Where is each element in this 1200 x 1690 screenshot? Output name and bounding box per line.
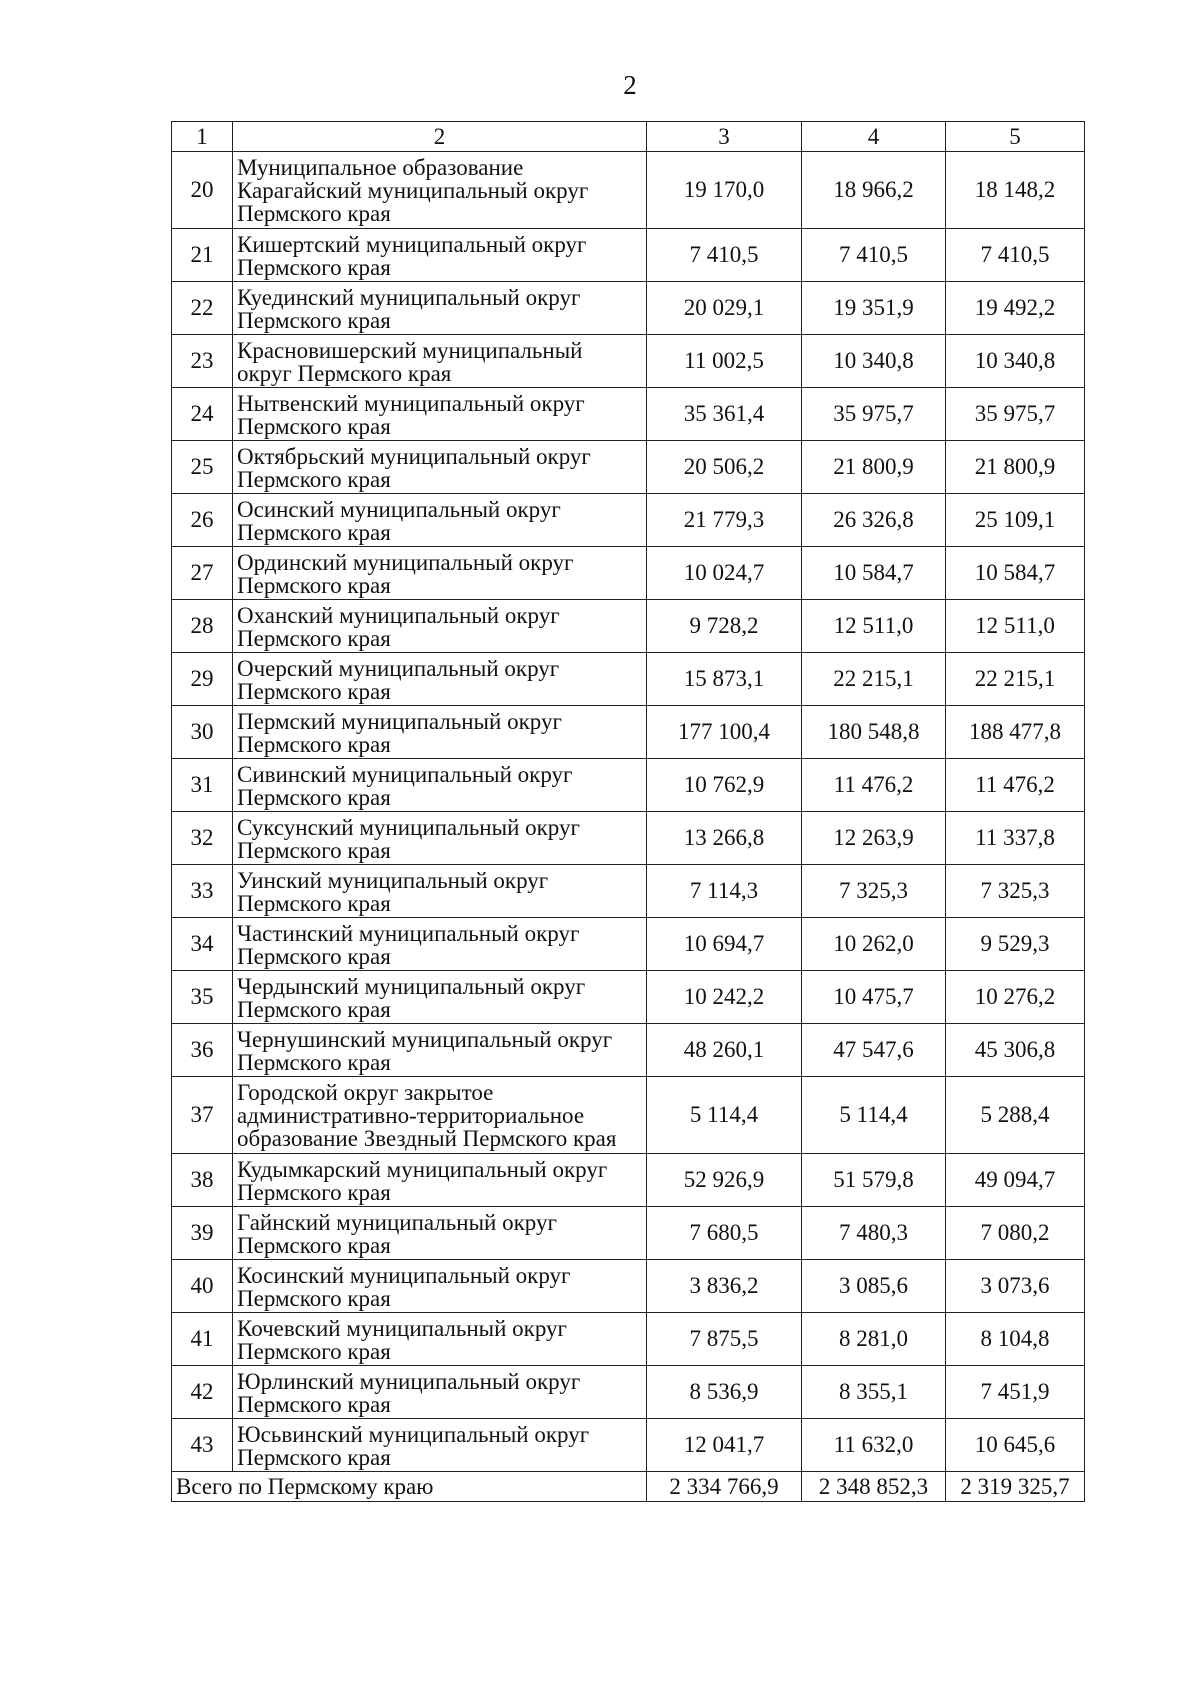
table-row xyxy=(172,918,1085,971)
value-col5: 5 288,4 xyxy=(946,1077,1085,1154)
column-header: 4 xyxy=(802,122,946,152)
value-col4: 10 340,8 xyxy=(802,335,946,388)
municipality-name: Куединский муниципальный округ Пермского края xyxy=(233,282,647,335)
municipality-name: Октябрьский муниципальный округ Пермского края xyxy=(233,441,647,494)
municipality-name: Нытвенский муниципальный округ Пермского края xyxy=(233,388,647,441)
value-col5: 7 410,5 xyxy=(946,229,1085,282)
table-row xyxy=(172,335,1085,388)
value-col3: 177 100,4 xyxy=(647,706,802,759)
value-col3: 3 836,2 xyxy=(647,1260,802,1313)
value-col3: 5 114,4 xyxy=(647,1077,802,1154)
table-row xyxy=(172,229,1085,282)
column-header: 3 xyxy=(647,122,802,152)
municipality-name: Уинский муниципальный округ Пермского края xyxy=(233,865,647,918)
row-number: 41 xyxy=(172,1313,233,1366)
value-col4: 180 548,8 xyxy=(802,706,946,759)
row-number: 25 xyxy=(172,441,233,494)
value-col4: 10 262,0 xyxy=(802,918,946,971)
row-number: 24 xyxy=(172,388,233,441)
value-col3: 7 410,5 xyxy=(647,229,802,282)
municipality-name: Чердынский муниципальный округ Пермского края xyxy=(233,971,647,1024)
value-col5: 188 477,8 xyxy=(946,706,1085,759)
value-col5: 10 340,8 xyxy=(946,335,1085,388)
row-number: 40 xyxy=(172,1260,233,1313)
value-col3: 48 260,1 xyxy=(647,1024,802,1077)
value-col4: 10 475,7 xyxy=(802,971,946,1024)
value-col5: 11 476,2 xyxy=(946,759,1085,812)
value-col5: 8 104,8 xyxy=(946,1313,1085,1366)
value-col3: 9 728,2 xyxy=(647,600,802,653)
total-label: Всего по Пермскому краю xyxy=(172,1472,647,1502)
value-col4: 11 632,0 xyxy=(802,1419,946,1472)
table-row xyxy=(172,388,1085,441)
row-number: 35 xyxy=(172,971,233,1024)
value-col5: 10 276,2 xyxy=(946,971,1085,1024)
value-col3: 7 875,5 xyxy=(647,1313,802,1366)
value-col4: 22 215,1 xyxy=(802,653,946,706)
table-row xyxy=(172,152,1085,229)
table-body xyxy=(172,152,1085,1472)
value-col3: 7 114,3 xyxy=(647,865,802,918)
table-row xyxy=(172,1313,1085,1366)
table-row xyxy=(172,282,1085,335)
table-row xyxy=(172,1366,1085,1419)
row-number: 20 xyxy=(172,152,233,229)
value-col5: 18 148,2 xyxy=(946,152,1085,229)
column-header: 2 xyxy=(233,122,647,152)
table-row xyxy=(172,441,1085,494)
row-number: 27 xyxy=(172,547,233,600)
value-col3: 8 536,9 xyxy=(647,1366,802,1419)
value-col4: 8 355,1 xyxy=(802,1366,946,1419)
municipality-name: Юсьвинский муниципальный округ Пермского края xyxy=(233,1419,647,1472)
table-row xyxy=(172,1154,1085,1207)
value-col5: 7 080,2 xyxy=(946,1207,1085,1260)
value-col5: 7 451,9 xyxy=(946,1366,1085,1419)
value-col3: 10 242,2 xyxy=(647,971,802,1024)
municipality-name: Оханский муниципальный округ Пермского края xyxy=(233,600,647,653)
value-col4: 51 579,8 xyxy=(802,1154,946,1207)
table-row xyxy=(172,759,1085,812)
table-row xyxy=(172,1419,1085,1472)
value-col3: 10 694,7 xyxy=(647,918,802,971)
value-col3: 15 873,1 xyxy=(647,653,802,706)
value-col4: 7 410,5 xyxy=(802,229,946,282)
table-row xyxy=(172,547,1085,600)
value-col3: 19 170,0 xyxy=(647,152,802,229)
value-col3: 21 779,3 xyxy=(647,494,802,547)
table-row xyxy=(172,1077,1085,1154)
row-number: 42 xyxy=(172,1366,233,1419)
value-col5: 19 492,2 xyxy=(946,282,1085,335)
total-value-col3: 2 334 766,9 xyxy=(647,1472,802,1502)
row-number: 30 xyxy=(172,706,233,759)
row-number: 33 xyxy=(172,865,233,918)
municipality-name: Муниципальное образование Карагайский муниципальный округ Пермского края xyxy=(233,152,647,229)
table-row xyxy=(172,706,1085,759)
budget-table xyxy=(171,121,1085,1502)
total-value-col4: 2 348 852,3 xyxy=(802,1472,946,1502)
row-number: 21 xyxy=(172,229,233,282)
value-col5: 22 215,1 xyxy=(946,653,1085,706)
row-number: 26 xyxy=(172,494,233,547)
value-col3: 13 266,8 xyxy=(647,812,802,865)
value-col5: 3 073,6 xyxy=(946,1260,1085,1313)
table-row xyxy=(172,653,1085,706)
municipality-name: Кишертский муниципальный округ Пермского края xyxy=(233,229,647,282)
municipality-name: Осинский муниципальный округ Пермского края xyxy=(233,494,647,547)
column-header: 5 xyxy=(946,122,1085,152)
value-col3: 35 361,4 xyxy=(647,388,802,441)
value-col3: 20 506,2 xyxy=(647,441,802,494)
value-col4: 12 263,9 xyxy=(802,812,946,865)
table-row xyxy=(172,494,1085,547)
municipality-name: Пермский муниципальный округ Пермского края xyxy=(233,706,647,759)
row-number: 23 xyxy=(172,335,233,388)
value-col3: 52 926,9 xyxy=(647,1154,802,1207)
row-number: 34 xyxy=(172,918,233,971)
value-col4: 11 476,2 xyxy=(802,759,946,812)
value-col3: 7 680,5 xyxy=(647,1207,802,1260)
municipality-name: Чернушинский муниципальный округ Пермского края xyxy=(233,1024,647,1077)
column-header: 1 xyxy=(172,122,233,152)
value-col5: 7 325,3 xyxy=(946,865,1085,918)
table-total-row xyxy=(172,1472,1085,1502)
table-header-row xyxy=(172,122,1085,152)
row-number: 36 xyxy=(172,1024,233,1077)
value-col5: 35 975,7 xyxy=(946,388,1085,441)
table-row xyxy=(172,1260,1085,1313)
row-number: 39 xyxy=(172,1207,233,1260)
table-row xyxy=(172,812,1085,865)
municipality-name: Сивинский муниципальный округ Пермского края xyxy=(233,759,647,812)
value-col5: 10 645,6 xyxy=(946,1419,1085,1472)
value-col3: 10 762,9 xyxy=(647,759,802,812)
table-row xyxy=(172,600,1085,653)
value-col4: 19 351,9 xyxy=(802,282,946,335)
row-number: 22 xyxy=(172,282,233,335)
row-number: 38 xyxy=(172,1154,233,1207)
municipality-name: Частинский муниципальный округ Пермского края xyxy=(233,918,647,971)
table-row xyxy=(172,1207,1085,1260)
municipality-name: Ординский муниципальный округ Пермского края xyxy=(233,547,647,600)
municipality-name: Красновишерский муниципальный округ Пермского края xyxy=(233,335,647,388)
value-col5: 25 109,1 xyxy=(946,494,1085,547)
municipality-name: Юрлинский муниципальный округ Пермского края xyxy=(233,1366,647,1419)
value-col4: 12 511,0 xyxy=(802,600,946,653)
value-col4: 47 547,6 xyxy=(802,1024,946,1077)
value-col5: 49 094,7 xyxy=(946,1154,1085,1207)
value-col4: 35 975,7 xyxy=(802,388,946,441)
row-number: 43 xyxy=(172,1419,233,1472)
table-row xyxy=(172,1024,1085,1077)
value-col3: 11 002,5 xyxy=(647,335,802,388)
page-number: 2 xyxy=(623,70,637,100)
municipality-name: Суксунский муниципальный округ Пермского края xyxy=(233,812,647,865)
value-col4: 5 114,4 xyxy=(802,1077,946,1154)
row-number: 28 xyxy=(172,600,233,653)
value-col3: 12 041,7 xyxy=(647,1419,802,1472)
municipality-name: Очерский муниципальный округ Пермского края xyxy=(233,653,647,706)
value-col4: 26 326,8 xyxy=(802,494,946,547)
municipality-name: Кочевский муниципальный округ Пермского края xyxy=(233,1313,647,1366)
value-col4: 10 584,7 xyxy=(802,547,946,600)
municipality-name: Косинский муниципальный округ Пермского края xyxy=(233,1260,647,1313)
value-col4: 21 800,9 xyxy=(802,441,946,494)
row-number: 37 xyxy=(172,1077,233,1154)
total-value-col5: 2 319 325,7 xyxy=(946,1472,1085,1502)
value-col5: 21 800,9 xyxy=(946,441,1085,494)
row-number: 32 xyxy=(172,812,233,865)
value-col3: 10 024,7 xyxy=(647,547,802,600)
value-col3: 20 029,1 xyxy=(647,282,802,335)
value-col5: 10 584,7 xyxy=(946,547,1085,600)
value-col4: 7 480,3 xyxy=(802,1207,946,1260)
value-col4: 3 085,6 xyxy=(802,1260,946,1313)
value-col4: 8 281,0 xyxy=(802,1313,946,1366)
value-col5: 45 306,8 xyxy=(946,1024,1085,1077)
value-col5: 9 529,3 xyxy=(946,918,1085,971)
table-row xyxy=(172,971,1085,1024)
value-col4: 18 966,2 xyxy=(802,152,946,229)
value-col5: 11 337,8 xyxy=(946,812,1085,865)
row-number: 31 xyxy=(172,759,233,812)
value-col5: 12 511,0 xyxy=(946,600,1085,653)
value-col4: 7 325,3 xyxy=(802,865,946,918)
table-row xyxy=(172,865,1085,918)
municipality-name: Кудымкарский муниципальный округ Пермского края xyxy=(233,1154,647,1207)
municipality-name: Городской округ закрытое административно-территориальное образование Звездный Пермского края xyxy=(233,1077,647,1154)
municipality-name: Гайнский муниципальный округ Пермского края xyxy=(233,1207,647,1260)
row-number: 29 xyxy=(172,653,233,706)
